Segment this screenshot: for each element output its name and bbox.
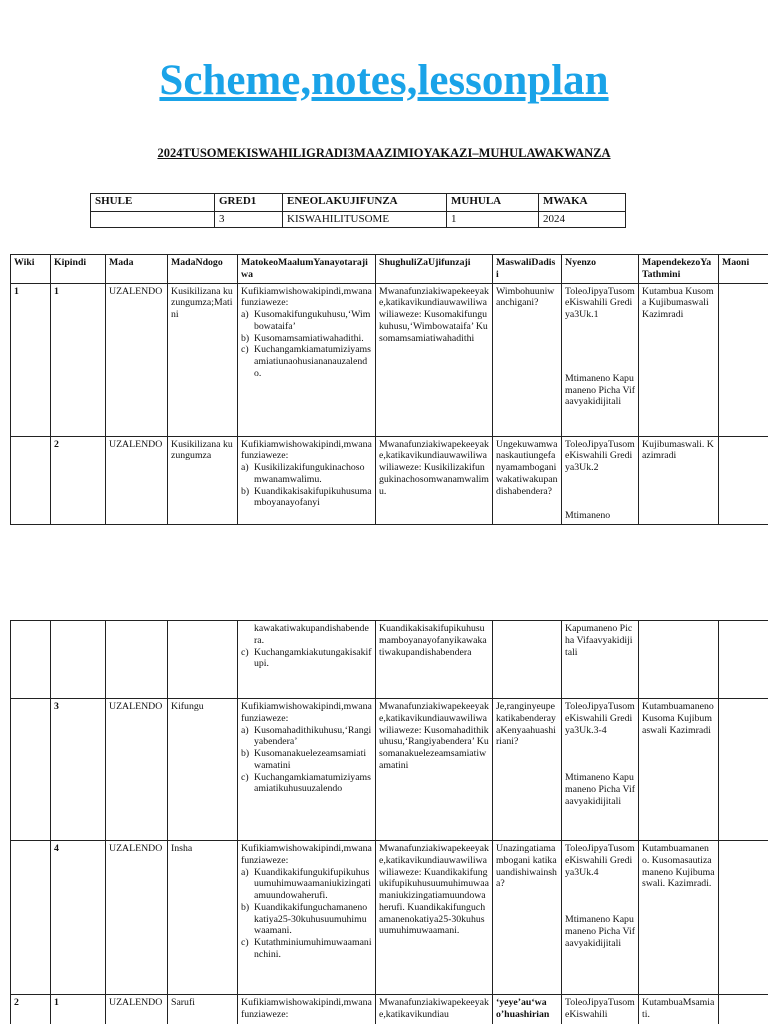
- header-tathmini: MapendekezoYaTathmini: [639, 255, 719, 284]
- header-mada: Mada: [106, 255, 168, 284]
- cell-tathmini: Kutambuamaneno Kusoma Kujibumaswali Kazimradi: [639, 699, 719, 841]
- header-gredi: GRED1: [215, 194, 283, 212]
- cell-wiki: [11, 436, 51, 524]
- list-item: kawakatiwakupandishabendera.: [254, 623, 369, 646]
- cell-nyenzo: [562, 283, 639, 436]
- cell-kipindi: 3: [51, 699, 106, 841]
- value-gredi: 3: [215, 212, 283, 228]
- cell-maoni: [719, 436, 768, 524]
- nyenzo-book: ToleoJipyaTusomeKiswahili Grediya3Uk.2: [565, 438, 635, 473]
- cell-nyenzo: Kapumaneno Picha Vifaavyakidijitali: [562, 621, 639, 699]
- matokeo-intro: Kufikiamwishowakipindi,mwanafunziaweze:: [241, 285, 372, 309]
- cell-matokeo: [238, 699, 376, 841]
- matokeo-intro: Kufikiamwishowakipindi,mwanafunziaweze:: [241, 701, 372, 724]
- cell-mada-ndogo: Kusikilizana kuzungumza: [168, 436, 238, 524]
- list-item: c) Kutathminiumuhimuwaamaninchini.: [241, 937, 372, 960]
- nyenzo-book: ToleoJipyaTusomeKiswahili Grediya3Uk.1: [565, 285, 635, 320]
- cell-mada: UZALENDO: [106, 841, 168, 995]
- cell-mada: [106, 621, 168, 699]
- cell-kipindi: 4: [51, 841, 106, 995]
- cell-matokeo: Kufikiamwishowakipindi,mwanafunziaweze:: [238, 995, 376, 1024]
- scheme-table-page-1: [10, 254, 768, 525]
- header-mwaka: MWAKA: [539, 194, 626, 212]
- cell-tathmini: Kutambuamaneno. Kusomasautizamaneno Kujibumaswali. Kazimradi.: [639, 841, 719, 995]
- cell-mada-ndogo: Insha: [168, 841, 238, 995]
- value-mwaka: 2024: [539, 212, 626, 228]
- site-title[interactable]: Scheme,notes,lessonplan: [159, 57, 609, 104]
- cell-shughuli: Mwanafunziakiwapekeeyake,katikavikundiauwawiliwawiliaweze: Kuandikakifungukifupikuhusuumuhimuwaamaniukizingatiamuundowaherufi. Kuandikakifunguchamanenokatiya25-30kuhusuumuhimuwaamani.: [376, 841, 493, 995]
- table-row: [11, 995, 768, 1024]
- value-eneo: KISWAHILITUSOME: [283, 212, 447, 228]
- school-info-value-row: [91, 212, 626, 228]
- cell-mada-ndogo: Kifungu: [168, 699, 238, 841]
- cell-mada-ndogo: Sarufi: [168, 995, 238, 1024]
- cell-tathmini: Kutambua Kusoma Kujibumaswali Kazimradi: [639, 283, 719, 436]
- cell-matokeo: [238, 436, 376, 524]
- matokeo-list: [241, 462, 372, 509]
- header-maoni: Maoni: [719, 255, 768, 284]
- cell-maswali: [493, 621, 562, 699]
- cell-wiki: 1: [11, 283, 51, 436]
- cell-nyenzo: ToleoJipyaTusomeKiswahili: [562, 995, 639, 1024]
- list-item: a) Kusomakifungukuhusu,‘Wimbowataifa’: [241, 309, 371, 332]
- header-mada-ndogo: MadaNdogo: [168, 255, 238, 284]
- cell-mada: UZALENDO: [106, 283, 168, 436]
- header-maswali: MaswaliDadisi: [493, 255, 562, 284]
- cell-maoni: [719, 699, 768, 841]
- table-row: [11, 699, 768, 841]
- scheme-header-row: [11, 255, 768, 284]
- cell-maoni: [719, 841, 768, 995]
- matokeo-intro: Kufikiamwishowakipindi,mwanafunziaweze:: [241, 438, 372, 462]
- cell-kipindi: 1: [51, 995, 106, 1024]
- cell-maoni: [719, 621, 768, 699]
- list-item: c) Kuchangamkiamatumiziyamsamiatiunaohusiananauzalendo.: [241, 344, 371, 379]
- cell-maswali: ‘yeye’au‘wao’huashirian: [493, 995, 562, 1024]
- list-item: b) Kusomamsamiatiwahadithi.: [241, 332, 364, 344]
- matokeo-intro: Kufikiamwishowakipindi,mwanafunziaweze:: [241, 843, 372, 866]
- document-heading: 2024TUSOMEKISWAHILIGRADI3MAAZIMIOYAKAZI–MUHULAWAKWANZA: [157, 146, 611, 160]
- cell-tathmini: KutambuaMsamiati.: [639, 995, 719, 1024]
- cell-shughuli: Mwanafunziakiwapekeeyake,katikavikundiauwawiliwawiliaweze: Kusomakifungukuhusu,‘Wimbowataifa’ Kusomamsamiatiwahadithi: [376, 283, 493, 436]
- cell-shughuli: Kuandikakisakifupikuhusumamboyanayofanyikawakatiwakupandishabendera: [376, 621, 493, 699]
- matokeo-list: [241, 867, 372, 961]
- cell-kipindi: [51, 621, 106, 699]
- cell-shughuli: Mwanafunziakiwapekeeyake,katikavikundiau: [376, 995, 493, 1024]
- cell-shughuli: Mwanafunziakiwapekeeyake,katikavikundiauwawiliwawiliaweze: Kusikilizakifungukinachosomwanamwalimu.: [376, 436, 493, 524]
- value-shule: [91, 212, 215, 228]
- cell-maswali: Ungekuwamwanaskautiungefanyamamboganiwakatiwakupandishabendera?: [493, 436, 562, 524]
- cell-tathmini: [639, 621, 719, 699]
- list-item: a) Kusikilizakifungukinachosomwanamwalimu.: [241, 462, 365, 485]
- cell-maoni: [719, 283, 768, 436]
- matokeo-list: [241, 309, 372, 380]
- cell-maoni: [719, 995, 768, 1024]
- cell-maswali: Wimbohuuniwanchigani?: [493, 283, 562, 436]
- list-item: a) Kusomahadithikuhusu,‘Rangiyabendera’: [241, 724, 372, 748]
- cell-matokeo: [238, 283, 376, 436]
- table-row: [11, 283, 768, 436]
- cell-maswali: Je,ranginyeupekatikabenderayaKenyaahuashiriani?: [493, 699, 562, 841]
- cell-nyenzo: [562, 841, 639, 995]
- cell-kipindi: 1: [51, 283, 106, 436]
- nyenzo-book: ToleoJipyaTusomeKiswahili Grediya3Uk.3-4: [565, 701, 635, 736]
- scheme-table-page-2: [10, 620, 768, 1024]
- header-eneo: ENEOLAKUJIFUNZA: [283, 194, 447, 212]
- cell-tathmini: Kujibumaswali. Kazimradi: [639, 436, 719, 524]
- nyenzo-materials: Mtimaneno Kapumaneno Picha Vifaavyakidijitali: [565, 772, 635, 807]
- value-muhula: 1: [447, 212, 539, 228]
- nyenzo-materials: Mtimaneno Kapumaneno Picha Vifaavyakidijitali: [565, 914, 635, 949]
- table-row: [11, 621, 768, 699]
- cell-matokeo: [238, 621, 376, 699]
- header-kipindi: Kipindi: [51, 255, 106, 284]
- matokeo-list: [241, 725, 372, 796]
- matokeo-list: [241, 623, 372, 670]
- nyenzo-materials: Mtimaneno Kapumaneno Picha Vifaavyakidijitali: [565, 372, 635, 408]
- cell-mada: UZALENDO: [106, 699, 168, 841]
- table-row: [11, 841, 768, 995]
- cell-shughuli: Mwanafunziakiwapekeeyake,katikavikundiauwawiliwawiliaweze: Kusomahadithikuhusu,‘Rangiyabendera’ Kusomanakuelezeamsamiatiwamatini: [376, 699, 493, 841]
- list-item: c) Kuchangamkiakutungakisakifupi.: [241, 646, 372, 670]
- header-shughuli: ShughuliZaUjifunzaji: [376, 255, 493, 284]
- table-row: [11, 436, 768, 524]
- nyenzo-book: ToleoJipyaTusomeKiswahili Grediya3Uk.4: [565, 843, 635, 878]
- list-item: b) Kuandikakisakifupikuhusumamboyanayofanyi: [241, 485, 372, 509]
- school-info-header-row: [91, 194, 626, 212]
- header-wiki: Wiki: [11, 255, 51, 284]
- list-item: b) Kusomanakuelezeamsamiatiwamatini: [241, 748, 367, 771]
- cell-nyenzo: [562, 436, 639, 524]
- cell-matokeo: [238, 841, 376, 995]
- list-item: b) Kuandikakifunguchamanenokatiya25-30kuhusuumuhimuwaamani.: [241, 901, 368, 937]
- cell-mada-ndogo: [168, 621, 238, 699]
- cell-wiki: [11, 841, 51, 995]
- cell-kipindi: 2: [51, 436, 106, 524]
- nyenzo-materials: Mtimaneno: [565, 509, 611, 521]
- header-muhula: MUHULA: [447, 194, 539, 212]
- cell-wiki: [11, 699, 51, 841]
- cell-mada: UZALENDO: [106, 995, 168, 1024]
- cell-wiki: [11, 621, 51, 699]
- header-matokeo: MatokeoMaalumYanayotarajiwa: [238, 255, 376, 284]
- cell-mada: UZALENDO: [106, 436, 168, 524]
- cell-wiki: 2: [11, 995, 51, 1024]
- cell-maswali: Unazingatiamambogani katikauandishiwainsha?: [493, 841, 562, 995]
- list-item: c) Kuchangamkiamatumiziyamsamiatikuhusuuzalendo: [241, 771, 371, 795]
- cell-mada-ndogo: Kusikilizana kuzungumza;Matini: [168, 283, 238, 436]
- school-info-table: [90, 193, 626, 228]
- cell-nyenzo: [562, 699, 639, 841]
- header-nyenzo: Nyenzo: [562, 255, 639, 284]
- list-item: a) Kuandikakifungukifupikuhusuumuhimuwaamaniukizingatiamuundowaherufi.: [241, 866, 371, 901]
- header-shule: SHULE: [91, 194, 215, 212]
